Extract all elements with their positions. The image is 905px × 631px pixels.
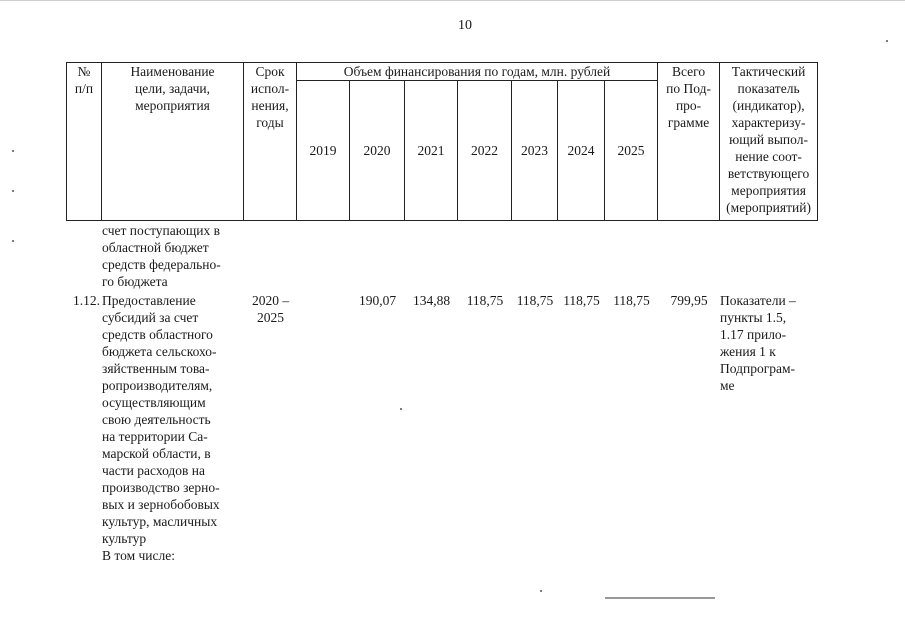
scan-speck [540,590,542,592]
scan-speck [12,240,14,242]
row-name: Предоставление субсидий за счет средств областного бюджета сельскохо- зяйственным това- ропроизводителям, осуществляющим свою деятельность на территории Са- марской области, в части расходов на производство зерно- вых и зернобобовых культур, масличных культур [102,293,220,546]
page-number: 10 [458,18,472,33]
header-indicator: Тактический показатель (индикатор), характеризу- ющий выпол- нение соот- ветствующего мероприятия (мероприятий) [720,63,818,221]
year-2019: 2019 [297,81,350,221]
table-header [66,62,818,221]
scan-speck [400,408,402,410]
year-2020: 2020 [350,81,405,221]
year-2024: 2024 [558,81,605,221]
continuation-text: счет поступающих в областной бюджет средств федерально- го бюджета [102,223,221,289]
row-indicator: Показатели – пункты 1.5, 1.17 прило- жения 1 к Подпрограм- ме [720,293,796,393]
scan-speck [12,150,14,152]
scan-speck [886,40,888,42]
row-number: 1.12. [73,293,100,308]
year-2022: 2022 [458,81,512,221]
header-funding: Объем финансирования по годам, млн. рублей [297,63,658,81]
top-scan-edge [0,0,905,1]
row-term: 2020 – 2025 [251,293,290,325]
year-2025: 2025 [605,81,658,221]
scan-speck [12,190,14,192]
value-2023: 118,75 [516,293,554,308]
scan-mark [605,597,715,599]
value-2022: 118,75 [466,293,504,308]
header-term: Срок испол- нения, годы [244,63,297,221]
header-total: Всего по Под- про- грамме [658,63,720,221]
header-num: № п/п [67,63,102,221]
value-2025: 118,75 [613,293,650,308]
year-2023: 2023 [512,81,558,221]
table-body [66,222,817,622]
including-text: В том числе: [102,548,175,563]
value-2020: 190,07 [358,293,397,308]
year-2021: 2021 [405,81,458,221]
value-2021: 134,88 [412,293,451,308]
value-2024: 118,75 [563,293,600,308]
header-name: Наименование цели, задачи, мероприятия [102,63,244,221]
value-total: 799,95 [670,293,708,308]
